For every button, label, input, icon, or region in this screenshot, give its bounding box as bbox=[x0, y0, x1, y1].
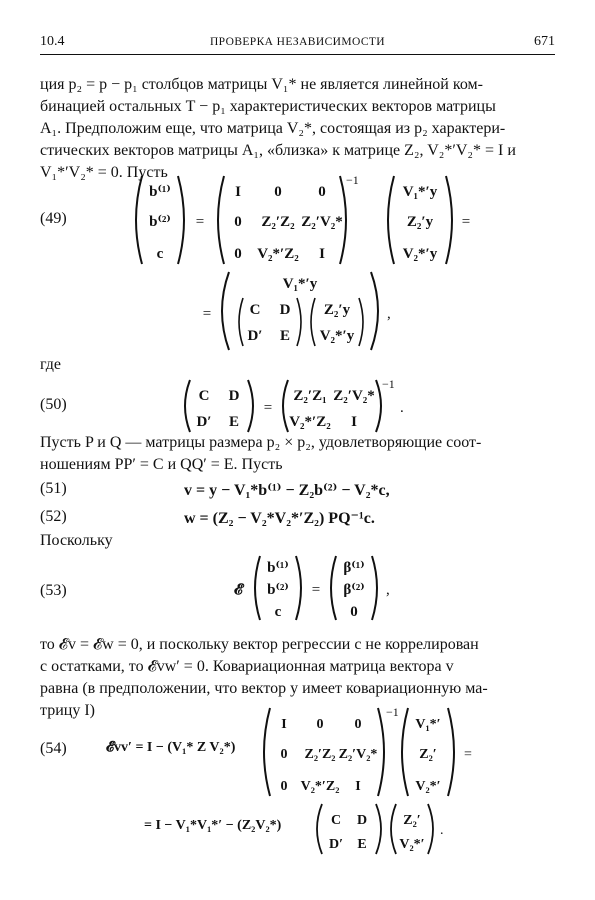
svg-text:Z₂′V₂*: Z₂′V₂* bbox=[338, 747, 378, 762]
running-title: ПРОВЕРКА НЕЗАВИСИМОСТИ bbox=[209, 36, 386, 48]
equation-54-line-2 bbox=[312, 800, 452, 858]
svg-text:=: = bbox=[202, 306, 212, 322]
svg-text:Z₂′Z₂: Z₂′Z₂ bbox=[261, 214, 295, 230]
svg-text:D: D bbox=[279, 302, 291, 318]
svg-text:D: D bbox=[228, 388, 240, 404]
svg-text:𝓔: 𝓔 bbox=[234, 582, 243, 598]
svg-text:V₂*′Z₂: V₂*′Z₂ bbox=[289, 414, 331, 430]
svg-text:β⁽²⁾: β⁽²⁾ bbox=[343, 582, 365, 598]
svg-text:0: 0 bbox=[354, 717, 362, 732]
svg-text:.: . bbox=[440, 823, 444, 838]
svg-text:0: 0 bbox=[274, 184, 282, 200]
text-line: то 𝓔v = 𝓔w = 0, и поскольку вектор регрессии c не коррелирован bbox=[40, 636, 479, 653]
equation-number-52: (52) bbox=[40, 508, 67, 525]
equation-52: w = (Z₂ − V₂*V₂*′Z₂) PQ⁻¹c. bbox=[184, 510, 375, 527]
svg-text:I: I bbox=[319, 246, 325, 262]
text-line: с остатками, то 𝓔vw′ = 0. Ковариационная матрица вектора v bbox=[40, 658, 454, 675]
text-line: A₁. Предположим еще, что матрица V₂*, состоящая из p₂ характери- bbox=[40, 120, 506, 137]
svg-text:−1: −1 bbox=[382, 377, 395, 391]
equation-number-50: (50) bbox=[40, 396, 67, 413]
svg-text:C: C bbox=[198, 388, 210, 404]
svg-text:0: 0 bbox=[280, 747, 288, 762]
text-line: ношениям PP′ = C и QQ′ = E. Пусть bbox=[40, 456, 283, 473]
section-number: 10.4 bbox=[40, 34, 65, 49]
svg-text:E: E bbox=[279, 328, 291, 344]
svg-text:−1: −1 bbox=[386, 705, 399, 719]
text-line: V₁*′V₂* = 0. Пусть bbox=[40, 164, 168, 181]
svg-text:−1: −1 bbox=[346, 173, 359, 187]
svg-text:V₂*′Z₂: V₂*′Z₂ bbox=[300, 779, 340, 794]
svg-text:=: = bbox=[263, 400, 273, 416]
svg-text:V₂*′: V₂*′ bbox=[415, 779, 441, 794]
svg-text:Z₂′: Z₂′ bbox=[403, 813, 421, 828]
text-line: стических векторов матрицы A₁, «близка» к матрице Z₂, V₂*′V₂* = I и bbox=[40, 142, 516, 159]
eq49-lhs-c: c bbox=[156, 246, 164, 262]
svg-text:Z₂′y: Z₂′y bbox=[323, 302, 351, 318]
svg-text:0: 0 bbox=[234, 214, 242, 230]
paragraph-1 bbox=[40, 74, 516, 184]
eq49-lhs-b1: b⁽¹⁾ bbox=[149, 184, 171, 200]
svg-text:Z₂′y: Z₂′y bbox=[406, 214, 434, 230]
equation-54-line-1 bbox=[258, 704, 478, 800]
svg-text:Z₂′Z₁: Z₂′Z₁ bbox=[293, 388, 327, 404]
eq49-lhs-b2: b⁽²⁾ bbox=[149, 214, 171, 230]
header-rule bbox=[40, 54, 555, 55]
svg-text:.: . bbox=[400, 400, 404, 416]
svg-text:V₂*′Z₂: V₂*′Z₂ bbox=[257, 246, 299, 262]
svg-text:D′: D′ bbox=[196, 414, 212, 430]
text-line: Пусть P и Q — матрицы размера p₂ × p₂, удовлетворяющие соот- bbox=[40, 434, 482, 451]
text-line: ция p₂ = p − p₁ столбцов матрицы V₁* не является линейной ком- bbox=[40, 76, 483, 93]
svg-text:D′: D′ bbox=[247, 328, 263, 344]
equation-54-lead: 𝓔vv′ = I − (V₁* Z V₂*) bbox=[106, 740, 236, 755]
svg-text:I: I bbox=[281, 717, 287, 732]
svg-text:I: I bbox=[235, 184, 241, 200]
paragraph-2 bbox=[40, 432, 481, 476]
svg-text:V₂*′: V₂*′ bbox=[399, 837, 425, 852]
svg-text:V₂*′y: V₂*′y bbox=[402, 246, 438, 262]
svg-text:C: C bbox=[330, 813, 342, 828]
svg-text:Z₂′V₂*: Z₂′V₂* bbox=[301, 214, 343, 230]
equation-number-53: (53) bbox=[40, 582, 67, 599]
svg-text:E: E bbox=[357, 837, 367, 852]
svg-text:,: , bbox=[387, 306, 391, 322]
svg-text:0: 0 bbox=[234, 246, 242, 262]
equation-53 bbox=[228, 552, 398, 624]
text-line: бинацией остальных T − p₁ характеристических векторов матрицы bbox=[40, 98, 496, 115]
svg-text:c: c bbox=[274, 604, 282, 620]
svg-text:V₁*′: V₁*′ bbox=[415, 717, 441, 732]
svg-text:V₁*′y: V₁*′y bbox=[282, 276, 318, 292]
svg-text:0: 0 bbox=[280, 779, 288, 794]
running-header bbox=[40, 34, 555, 54]
svg-text:D′: D′ bbox=[328, 837, 344, 852]
equation-number-54: (54) bbox=[40, 740, 67, 757]
since-word: Поскольку bbox=[40, 532, 113, 549]
svg-text:E: E bbox=[228, 414, 240, 430]
svg-text:Z₂′V₂*: Z₂′V₂* bbox=[333, 388, 375, 404]
svg-text:b⁽²⁾: b⁽²⁾ bbox=[267, 582, 289, 598]
svg-text:=: = bbox=[464, 747, 472, 762]
equation-49-line-2 bbox=[195, 268, 395, 354]
svg-text:=: = bbox=[311, 582, 321, 598]
equation-number-49: (49) bbox=[40, 210, 67, 227]
text-line: трицу I) bbox=[40, 702, 95, 719]
page-number: 671 bbox=[534, 34, 555, 49]
svg-text:Z₂′Z₂: Z₂′Z₂ bbox=[304, 747, 336, 762]
where-word: где bbox=[40, 356, 62, 373]
svg-text:V₁*′y: V₁*′y bbox=[402, 184, 438, 200]
svg-text:D: D bbox=[356, 813, 368, 828]
svg-text:b⁽¹⁾: b⁽¹⁾ bbox=[267, 560, 289, 576]
svg-text:0: 0 bbox=[350, 604, 358, 620]
svg-text:,: , bbox=[386, 582, 390, 598]
svg-text:=: = bbox=[195, 214, 205, 230]
svg-text:=: = bbox=[461, 214, 471, 230]
svg-text:I: I bbox=[355, 779, 361, 794]
svg-text:V₂*′y: V₂*′y bbox=[319, 328, 355, 344]
svg-text:0: 0 bbox=[318, 184, 326, 200]
equation-49-line-1 bbox=[130, 172, 480, 268]
svg-text:β⁽¹⁾: β⁽¹⁾ bbox=[343, 560, 365, 576]
text-line: равна (в предположении, что вектор y имеет ковариационную ма- bbox=[40, 680, 488, 697]
equation-number-51: (51) bbox=[40, 480, 67, 497]
equation-54-line-2-lead: = I − V₁*V₁*′ − (Z₂V₂*) bbox=[144, 818, 282, 833]
svg-text:I: I bbox=[351, 414, 357, 430]
svg-text:0: 0 bbox=[316, 717, 324, 732]
equation-50 bbox=[180, 376, 420, 436]
svg-text:Z₂′: Z₂′ bbox=[419, 747, 437, 762]
equation-51: v = y − V₁*b⁽¹⁾ − Z₂b⁽²⁾ − V₂*c, bbox=[184, 482, 390, 499]
svg-text:C: C bbox=[249, 302, 261, 318]
